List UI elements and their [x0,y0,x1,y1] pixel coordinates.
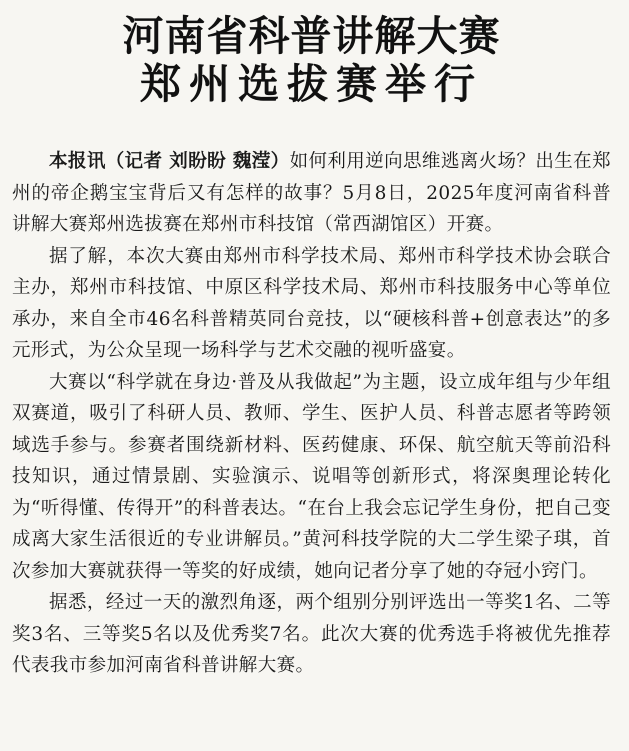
headline [12,12,611,108]
paragraph-1 [12,146,611,241]
headline-line-2: 郑州选拔赛举行 [140,60,483,108]
paragraph-1-text: 如何利用逆向思维逃离火场？出生在郑州的帝企鹅宝宝背后又有怎样的故事？5月8日，2025年度河南省科普讲解大赛郑州选拔赛在郑州市科技馆（常西湖馆区）开赛。 [12,151,611,235]
article-body [12,146,611,682]
paragraph-2: 据了解，本次大赛由郑州市科学技术局、郑州市科学技术协会联合主办，郑州市科技馆、中原区科学技术局、郑州市科技服务中心等单位承办，来自全市46名科普精英同台竞技，以“硬核科普+创意表达”的多元形式，为公众呈现一场科学与艺术交融的视听盛宴。 [12,245,611,361]
paragraph-4: 据悉，经过一天的激烈角逐，两个组别分别评选出一等奖1名、二等奖3名、三等奖5名以及优秀奖7名。此次大赛的优秀选手将被优先推荐代表我市参加河南省科普讲解大赛。 [12,592,611,676]
byline: 本报讯（记者 刘盼盼 魏滢） [49,151,290,172]
headline-line-1: 河南省科普讲解大赛 [122,12,501,60]
paragraph-3: 大赛以“科学就在身边·普及从我做起”为主题，设立成年组与少年组双赛道，吸引了科研人员、教师、学生、医护人员、科普志愿者等跨领域选手参与。参赛者围绕新材料、医药健康、环保、航空航天等前沿科技知识，通过情景剧、实验演示、说唱等创新形式，将深奥理论转化为“听得懂、传得开”的科普表达。“在台上我会忘记学生身份，把自己变成离大家生活很近的专业讲解员。”黄河科技学院的大二学生梁子琪，首次参加大赛就获得一等奖的好成绩，她向记者分享了她的夺冠小窍门。 [12,371,611,582]
